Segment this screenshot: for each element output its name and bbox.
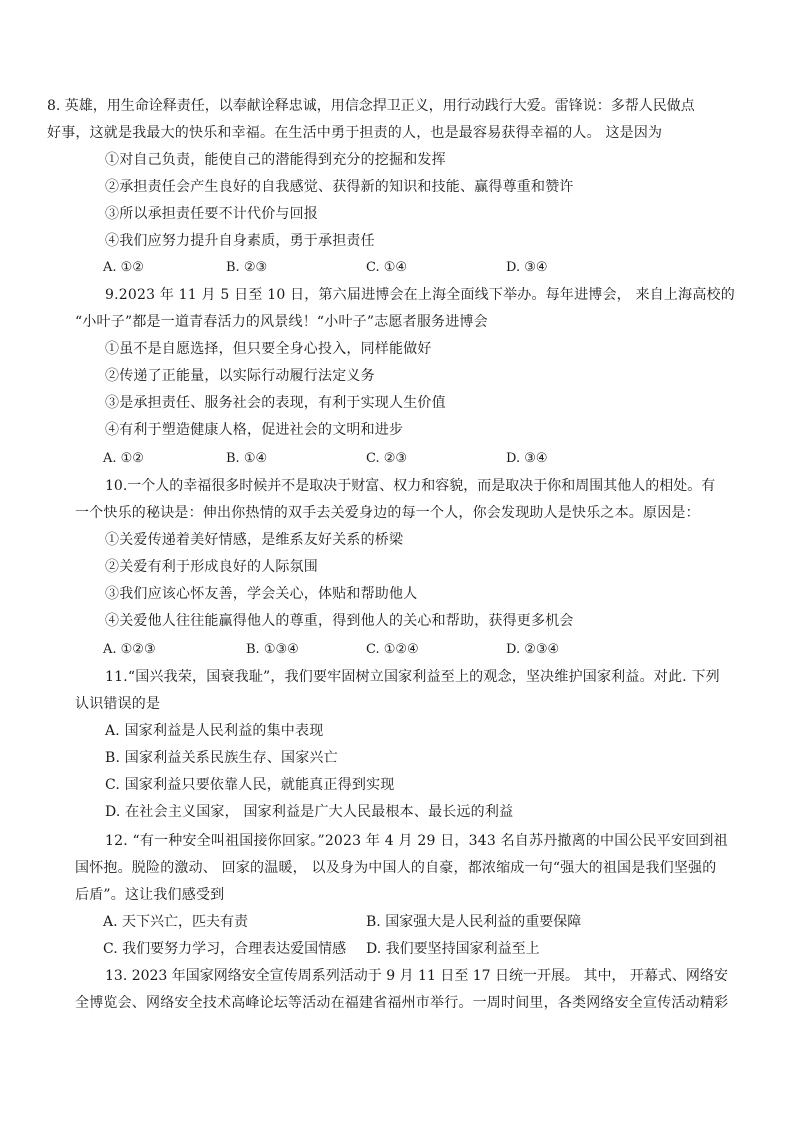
option-d: D. ②③④ (506, 642, 560, 657)
question-8-item-1: ①对自己负责，能使自己的潜能得到充分的挖掘和发挥 (105, 152, 446, 168)
question-10-item-4: ④关爱他人往往能赢得他人的尊重，得到他人的关心和帮助，获得更多机会 (105, 613, 574, 629)
option-d: D. ③④ (506, 451, 548, 466)
question-9-stem-line-1: 9.2023 年 11 月 5 日至 10 日，第六届进博会在上海全面线下举办。每年进博会， 来自上海高校的 (105, 287, 735, 303)
question-9-item-2: ②传递了正能量，以实际行动履行法定义务 (105, 368, 375, 384)
question-8-item-4: ④我们应努力提升自身素质，勇于承担责任 (105, 233, 375, 249)
question-9-item-4: ④有利于塑造健康人格，促进社会的文明和进步 (105, 422, 404, 438)
option-a: A. ①② (103, 260, 144, 275)
option-a: A. ①②③ (103, 642, 156, 657)
option-c: C. ①④ (366, 260, 408, 275)
question-13-stem-line-1: 13. 2023 年国家网络安全宣传周系列活动于 9 月 11 日至 17 日统一开展。 其中， 开幕式、网络安 (105, 968, 728, 984)
question-11-stem-line-1: 11.“国兴我荣，国衰我耻”，我们要牢固树立国家利益至上的观念，坚决维护国家利益。对此. 下列 (105, 669, 720, 685)
option-c: C. ②③ (366, 451, 408, 466)
question-11-option-b: B. 国家利益关系民族生存、国家兴亡 (105, 750, 338, 766)
question-11-option-c: C. 国家利益只要依靠人民，就能真正得到实现 (105, 777, 395, 793)
option-b: B. ②③ (226, 260, 268, 275)
question-13-stem-line-2: 全博览会、网络安全技术高峰论坛等活动在福建省福州市举行。一周时间里，各类网络安全宣传活动精彩 (75, 995, 729, 1011)
question-12-stem-line-2: 国怀抱。脱险的激动、 回家的温暖， 以及身为中国人的自豪，都浓缩成一句“强大的祖国是我们坚强的 (75, 860, 717, 876)
question-10-stem-line-2: 一个快乐的秘诀是：伸出你热情的双手去关爱身边的每一个人，你会发现助人是快乐之本。原因是： (75, 505, 700, 521)
question-12-options-row-1 (0, 912, 793, 932)
question-11-option-a: A. 国家利益是人民利益的集中表现 (105, 723, 324, 739)
question-9-options (0, 449, 793, 469)
question-11-option-d: D. 在社会主义国家， 国家利益是广大人民最根本、最长远的利益 (105, 804, 514, 820)
question-9-item-3: ③是承担责任、服务社会的表现，有利于实现人生价值 (105, 395, 446, 411)
option-b: B. 国家强大是人民利益的重要保障 (366, 914, 582, 930)
option-d: D. ③④ (506, 260, 548, 275)
option-c: C. 我们要努力学习，合理表达爱国情感 (103, 941, 347, 957)
question-10-stem-line-1: 10.一个人的幸福很多时候并不是取决于财富、权力和容貌，而是取决于你和周围其他人的相处。有 (105, 478, 716, 494)
question-8-stem-line-2: 好事，这就是我最大的快乐和幸福。在生活中勇于担责的人，也是最容易获得幸福的人。 这是因为 (47, 125, 663, 141)
question-9-item-1: ①虽不是自愿选择，但只要全身心投入，同样能做好 (105, 341, 432, 357)
question-8-options (0, 258, 793, 278)
question-10-item-1: ①关爱传递着美好情感，是维系友好关系的桥梁 (105, 532, 404, 548)
option-a: A. ①② (103, 451, 144, 466)
question-12-stem-line-1: 12. “有一种安全叫祖国接你回家。”2023 年 4 月 29 日，343 名自苏丹撤离的中国公民平安回到祖 (105, 833, 728, 849)
option-c: C. ①②④ (366, 642, 419, 657)
option-a: A. 天下兴亡，匹夫有责 (103, 914, 249, 930)
question-11-stem-line-2: 认识错误的是 (75, 696, 161, 712)
option-b: B. ①③④ (246, 642, 299, 657)
question-10-item-3: ③我们应该心怀友善，学会关心，体贴和帮助他人 (105, 586, 418, 602)
option-d: D. 我们要坚持国家利益至上 (366, 941, 540, 957)
question-9-stem-line-2: “小叶子”都是一道青春活力的风景线！“小叶子”志愿者服务进博会 (75, 314, 488, 330)
question-8-item-2: ②承担责任会产生良好的自我感觉、获得新的知识和技能、赢得尊重和赞许 (105, 179, 574, 195)
question-12-options-row-2 (0, 939, 793, 959)
question-10-options (0, 640, 793, 660)
question-12-stem-line-3: 后盾”。这让我们感受到 (75, 887, 225, 903)
option-b: B. ①④ (226, 451, 268, 466)
question-8-stem-line-1: 8. 英雄，用生命诠释责任，以奉献诠释忠诚，用信念捍卫正义，用行动践行大爱。雷锋说：多帮人民做点 (47, 98, 695, 114)
question-8-item-3: ③所以承担责任要不计代价与回报 (105, 206, 318, 222)
question-10-item-2: ②关爱有利于形成良好的人际氛围 (105, 559, 318, 575)
